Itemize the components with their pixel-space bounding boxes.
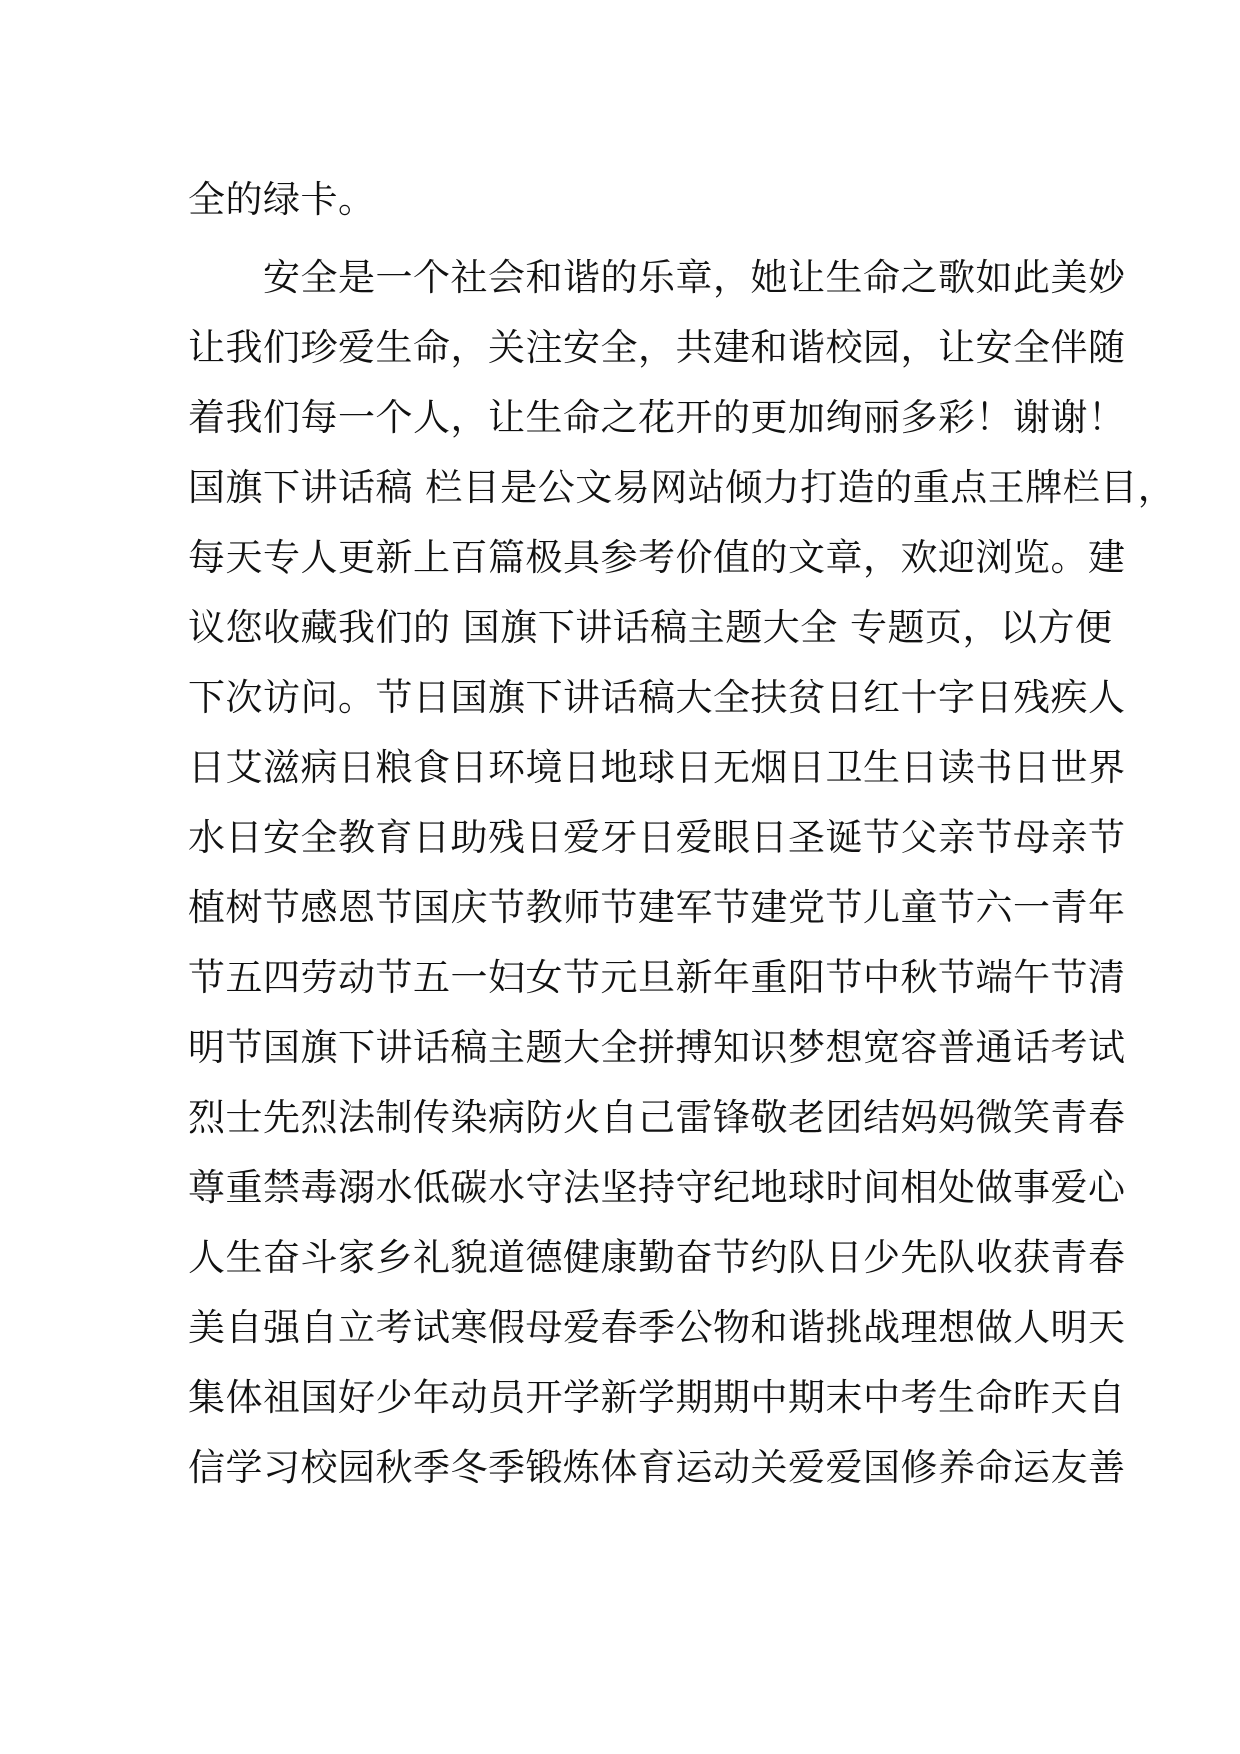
text-line: 国旗下讲话稿 栏目是公文易网站倾力打造的重点王牌栏目， — [188, 466, 1176, 509]
text-line: 烈士先烈法制传染病防火自己雷锋敬老团结妈妈微笑青春 — [188, 1096, 1126, 1139]
text-line: 全的绿卡。 — [188, 178, 376, 221]
text-line: 人生奋斗家乡礼貌道德健康勤奋节约队日少先队收获青春 — [188, 1236, 1126, 1279]
text-line: 水日安全教育日助残日爱牙日爱眼日圣诞节父亲节母亲节 — [188, 816, 1126, 859]
text-line: 让我们珍爱生命，关注安全，共建和谐校园，让安全伴随 — [188, 326, 1126, 369]
text-line: 集体祖国好少年动员开学新学期期中期末中考生命昨天自 — [188, 1376, 1126, 1419]
text-line: 下次访问。节日国旗下讲话稿大全扶贫日红十字日残疾人 — [188, 676, 1126, 719]
text-line: 信学习校园秋季冬季锻炼体育运动关爱爱国修养命运友善 — [188, 1446, 1126, 1489]
text-line: 议您收藏我们的 国旗下讲话稿主题大全 专题页，以方便 — [188, 606, 1113, 649]
text-line: 日艾滋病日粮食日环境日地球日无烟日卫生日读书日世界 — [188, 746, 1126, 789]
body-text — [188, 165, 1176, 1503]
text-line: 明节国旗下讲话稿主题大全拼搏知识梦想宽容普通话考试 — [188, 1026, 1126, 1069]
text-line: 节五四劳动节五一妇女节元旦新年重阳节中秋节端午节清 — [188, 956, 1126, 999]
text-line: 安全是一个社会和谐的乐章，她让生命之歌如此美妙 — [263, 256, 1126, 299]
text-line: 尊重禁毒溺水低碳水守法坚持守纪地球时间相处做事爱心 — [188, 1166, 1126, 1209]
text-line: 植树节感恩节国庆节教师节建军节建党节儿童节六一青年 — [188, 886, 1126, 929]
text-line: 每天专人更新上百篇极具参考价值的文章，欢迎浏览。建 — [188, 536, 1126, 579]
text-line: 着我们每一个人，让生命之花开的更加绚丽多彩！谢谢！ — [188, 396, 1126, 439]
text-line: 美自强自立考试寒假母爱春季公物和谐挑战理想做人明天 — [188, 1306, 1126, 1349]
